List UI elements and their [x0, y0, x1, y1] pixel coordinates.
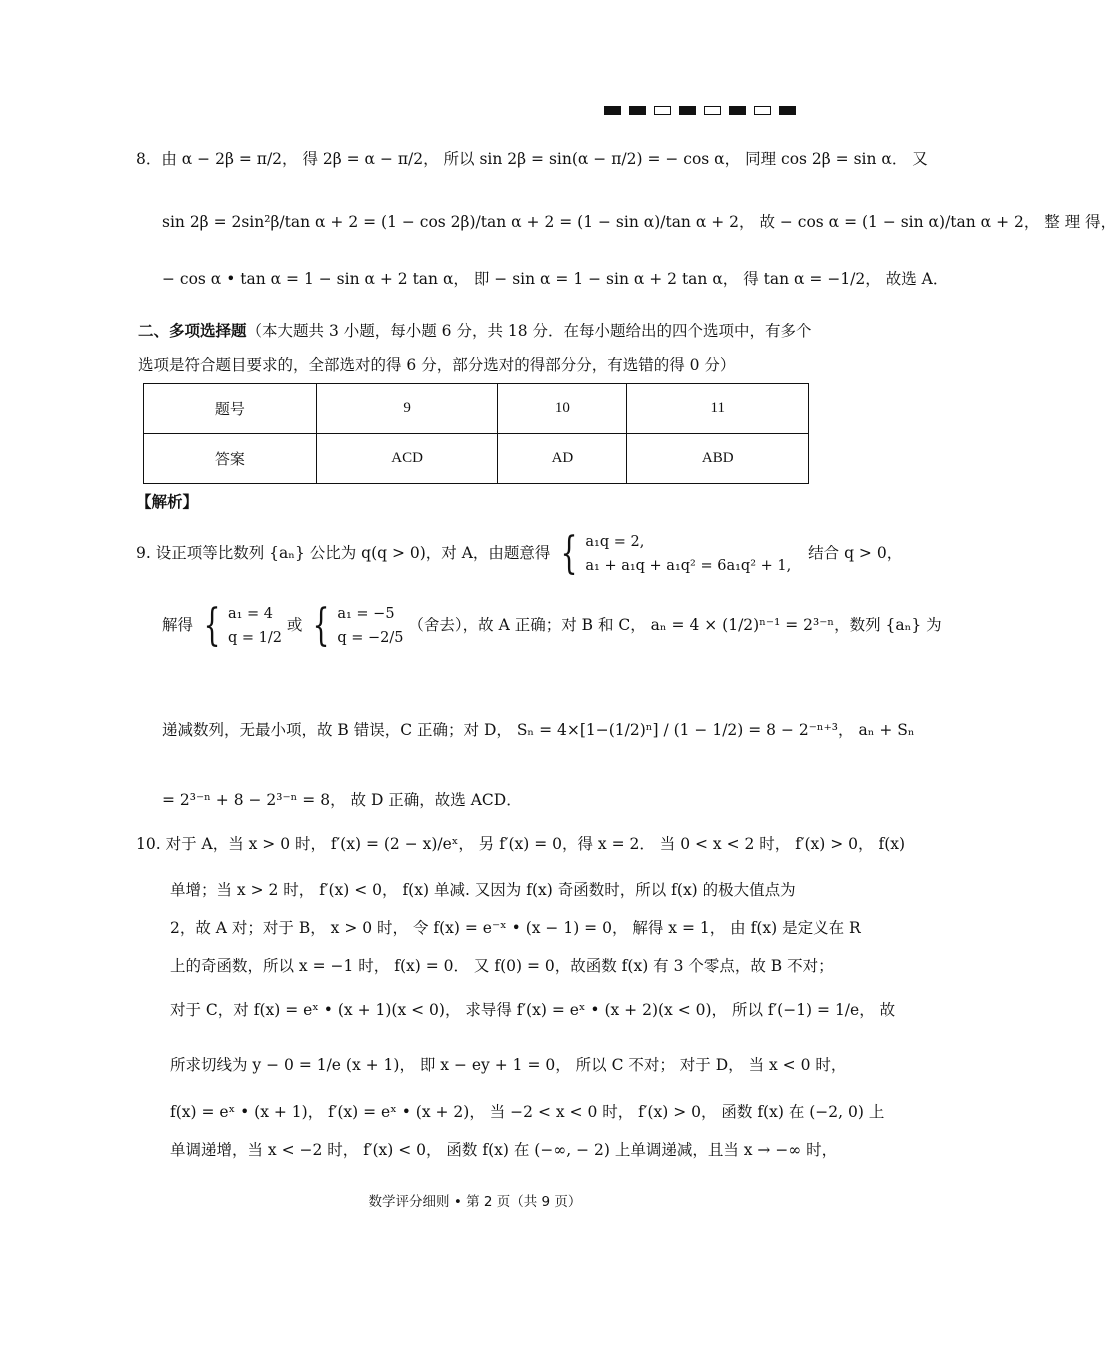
q10-line-5: 对于 C，对 f(x) = eˣ • (x + 1)(x < 0)， 求导得 f′(x) = eˣ • (x + 2)(x < 0)， 所以 f′(−1) = 1/e， 故: [170, 1001, 896, 1019]
q9-system-1: [555, 530, 791, 578]
table-cell: 答案: [144, 434, 317, 484]
table-cell: 题号: [144, 384, 317, 434]
q9-system-3-eq-1: a₁ = −5: [337, 606, 395, 622]
filled-square-mark: [729, 106, 746, 115]
analysis-label: 【解析】: [136, 493, 199, 511]
brace-icon: {: [560, 528, 578, 579]
q9-line-2: [162, 602, 942, 650]
q9-text-1b: 结合 q > 0，: [808, 544, 903, 562]
section-2-title: 二、多项选择题: [138, 322, 247, 340]
brace-icon: {: [203, 600, 221, 651]
q9-system-1-eq-2: a₁ + a₁q + a₁q² = 6a₁q² + 1,: [585, 558, 792, 574]
table-cell: 10: [498, 384, 627, 434]
table-cell: ABD: [627, 434, 809, 484]
answer-table: [143, 383, 809, 484]
table-cell: 9: [316, 384, 498, 434]
q10-line-1: 10. 对于 A，当 x > 0 时， f′(x) = (2 − x)/eˣ， 另 f′(x) = 0，得 x = 2． 当 0 < x < 2 时， f′(x) > 0， f(x): [136, 835, 906, 853]
q9-text-1a: 9. 设正项等比数列 {aₙ} 公比为 q(q > 0)，对 A，由题意得: [136, 544, 551, 562]
q10-line-3: 2，故 A 对；对于 B， x > 0 时， 令 f(x) = e⁻ˣ • (x − 1) = 0， 解得 x = 1， 由 f(x) 是定义在 R: [170, 919, 861, 937]
section-2-heading: [138, 314, 818, 382]
q9-system-2-eq-2: q = 1/2: [227, 630, 282, 646]
empty-square-mark: [654, 106, 671, 115]
q9-line-4: = 2³⁻ⁿ + 8 − 2³⁻ⁿ = 8， 故 D 正确，故选 ACD．: [162, 791, 522, 809]
q9-text-2a: 解得: [162, 616, 194, 634]
page-footer: 数学评分细则 • 第 2 页（共 9 页）: [368, 1194, 582, 1210]
brace-icon: {: [312, 600, 330, 651]
q8-line-1: 8．由 α − 2β = π/2， 得 2β = α − π/2， 所以 sin 2β = sin(α − π/2) = − cos α， 同理 cos 2β = sin α． 又: [136, 150, 928, 168]
q9-system-1-eq-1: a₁q = 2,: [585, 534, 645, 550]
q9-system-2-eq-1: a₁ = 4: [227, 606, 274, 622]
filled-square-mark: [629, 106, 646, 115]
q9-system-3-eq-2: q = −2/5: [337, 630, 404, 646]
table-row: [144, 434, 809, 484]
section-2-desc: （本大题共 3 小题，每小题 6 分，共 18 分．在每小题给出的四个选项中，有多个选项是符合题目要求的，全部选对的得 6 分，部分选对的得部分分，有选错的得 0 分）: [138, 322, 812, 374]
q9-system-3: [307, 602, 403, 650]
empty-square-mark: [704, 106, 721, 115]
q9-line-1: [136, 530, 902, 578]
q10-line-2: 单增；当 x > 2 时， f′(x) < 0， f(x) 单减. 又因为 f(x) 奇函数时，所以 f(x) 的极大值点为: [170, 881, 796, 899]
q9-or: 或: [286, 616, 303, 634]
q8-line-2: sin 2β = 2sin²β/tan α + 2 = (1 − cos 2β)/tan α + 2 = (1 − sin α)/tan α + 2， 故 − cos α = (1 − sin α)/tan α + 2， 整 理 得，: [162, 213, 1116, 231]
empty-square-mark: [754, 106, 771, 115]
q10-line-8: 单调递增，当 x < −2 时， f′(x) < 0， 函数 f(x) 在 (−∞, − 2) 上单调递减，且当 x → −∞ 时，: [170, 1141, 838, 1159]
q9-system-2: [198, 602, 282, 650]
q10-line-6: 所求切线为 y − 0 = 1/e (x + 1)， 即 x − ey + 1 = 0， 所以 C 不对； 对于 D， 当 x < 0 时，: [170, 1056, 847, 1074]
q8-line-3: − cos α • tan α = 1 − sin α + 2 tan α， 即 − sin α = 1 − sin α + 2 tan α， 得 tan α = −1/2， 故选 A．: [162, 270, 949, 288]
q9-line-3: 递减数列，无最小项，故 B 错误，C 正确；对 D， Sₙ = 4×[1−(1/2)ⁿ] / (1 − 1/2) = 8 − 2⁻ⁿ⁺³， aₙ + Sₙ: [162, 721, 915, 739]
q9-text-2b: （舍去），故 A 正确；对 B 和 C， aₙ = 4 × (1/2)ⁿ⁻¹ = 2³⁻ⁿ，数列 {aₙ} 为: [408, 616, 942, 634]
header-marks: [604, 106, 796, 115]
filled-square-mark: [779, 106, 796, 115]
table-row: [144, 384, 809, 434]
filled-square-mark: [679, 106, 696, 115]
table-cell: ACD: [316, 434, 498, 484]
q10-line-4: 上的奇函数，所以 x = −1 时， f(x) = 0． 又 f(0) = 0，故函数 f(x) 有 3 个零点，故 B 不对；: [170, 957, 834, 975]
q10-line-7: f(x) = eˣ • (x + 1)， f′(x) = eˣ • (x + 2)， 当 −2 < x < 0 时， f′(x) > 0， 函数 f(x) 在 (−2, 0) 上: [170, 1103, 885, 1121]
filled-square-mark: [604, 106, 621, 115]
table-cell: 11: [627, 384, 809, 434]
table-cell: AD: [498, 434, 627, 484]
